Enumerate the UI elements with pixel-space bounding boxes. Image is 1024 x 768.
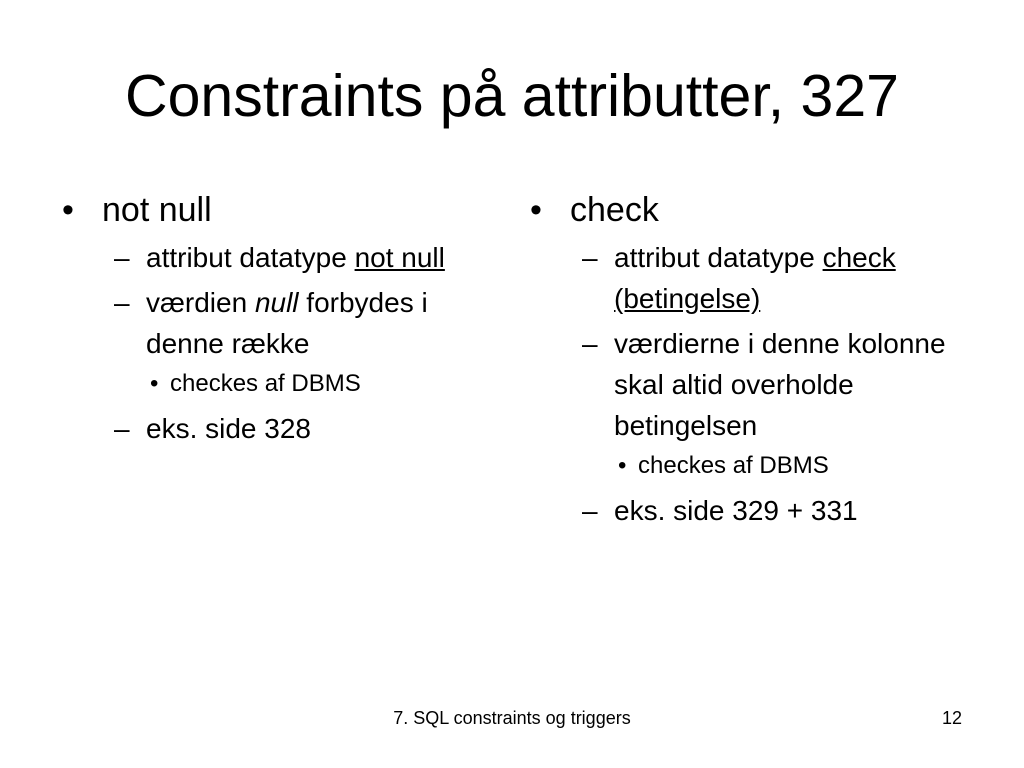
dash-icon: – [114, 287, 130, 318]
bullet-heading-not-null: not null [102, 191, 212, 229]
dash-icon: – [114, 413, 130, 444]
bullet-not-null [62, 190, 502, 449]
sub-item-text: eks. side 328 [146, 413, 311, 444]
bullet-check [530, 190, 970, 531]
sub-item-condition [570, 323, 974, 484]
sub-sub-item-text: checkes af DBMS [170, 370, 361, 397]
sub-item-example [102, 408, 506, 449]
sub-item-text-post: forbydes i denne række [146, 287, 428, 359]
sub-item-syntax [102, 237, 506, 278]
sub-sub-list [146, 366, 506, 402]
right-column [530, 190, 970, 543]
dash-icon: – [582, 495, 598, 526]
sub-item-syntax [570, 237, 974, 319]
underlined-keyword: not null [354, 242, 445, 273]
dash-icon: – [582, 242, 598, 273]
slide-title: Constraints på attributter, 327 [124, 63, 899, 129]
footer-caption: 7. SQL constraints og triggers [393, 708, 631, 728]
sub-sub-item [146, 366, 506, 402]
sub-sub-item [614, 448, 974, 484]
sub-list-check [570, 237, 970, 531]
bullet-icon: • [62, 191, 74, 229]
italic-keyword: null [254, 287, 299, 318]
sub-sub-list [614, 448, 974, 484]
sub-item-text: værdierne i denne kolonne skal altid overholde betingelsen [614, 328, 946, 441]
dash-icon: – [582, 328, 598, 359]
page-number: 12 [941, 708, 962, 728]
left-column [62, 190, 502, 461]
sub-sub-item-text: checkes af DBMS [638, 452, 829, 479]
underlined-keyword: check (betingelse) [614, 242, 896, 314]
bullet-icon: • [530, 191, 542, 229]
sub-item-forbidden [102, 282, 506, 402]
sub-list-not-null [102, 237, 502, 449]
bullet-icon: • [150, 370, 159, 397]
sub-item-text-pre: værdien [146, 287, 255, 318]
sub-item-text: attribut datatype [146, 242, 355, 273]
sub-item-text: attribut datatype [614, 242, 823, 273]
bullet-icon: • [618, 452, 627, 479]
bullet-heading-check: check [570, 191, 659, 229]
dash-icon: – [114, 242, 130, 273]
sub-item-text: eks. side 329 + 331 [614, 495, 858, 526]
sub-item-example [570, 490, 974, 531]
